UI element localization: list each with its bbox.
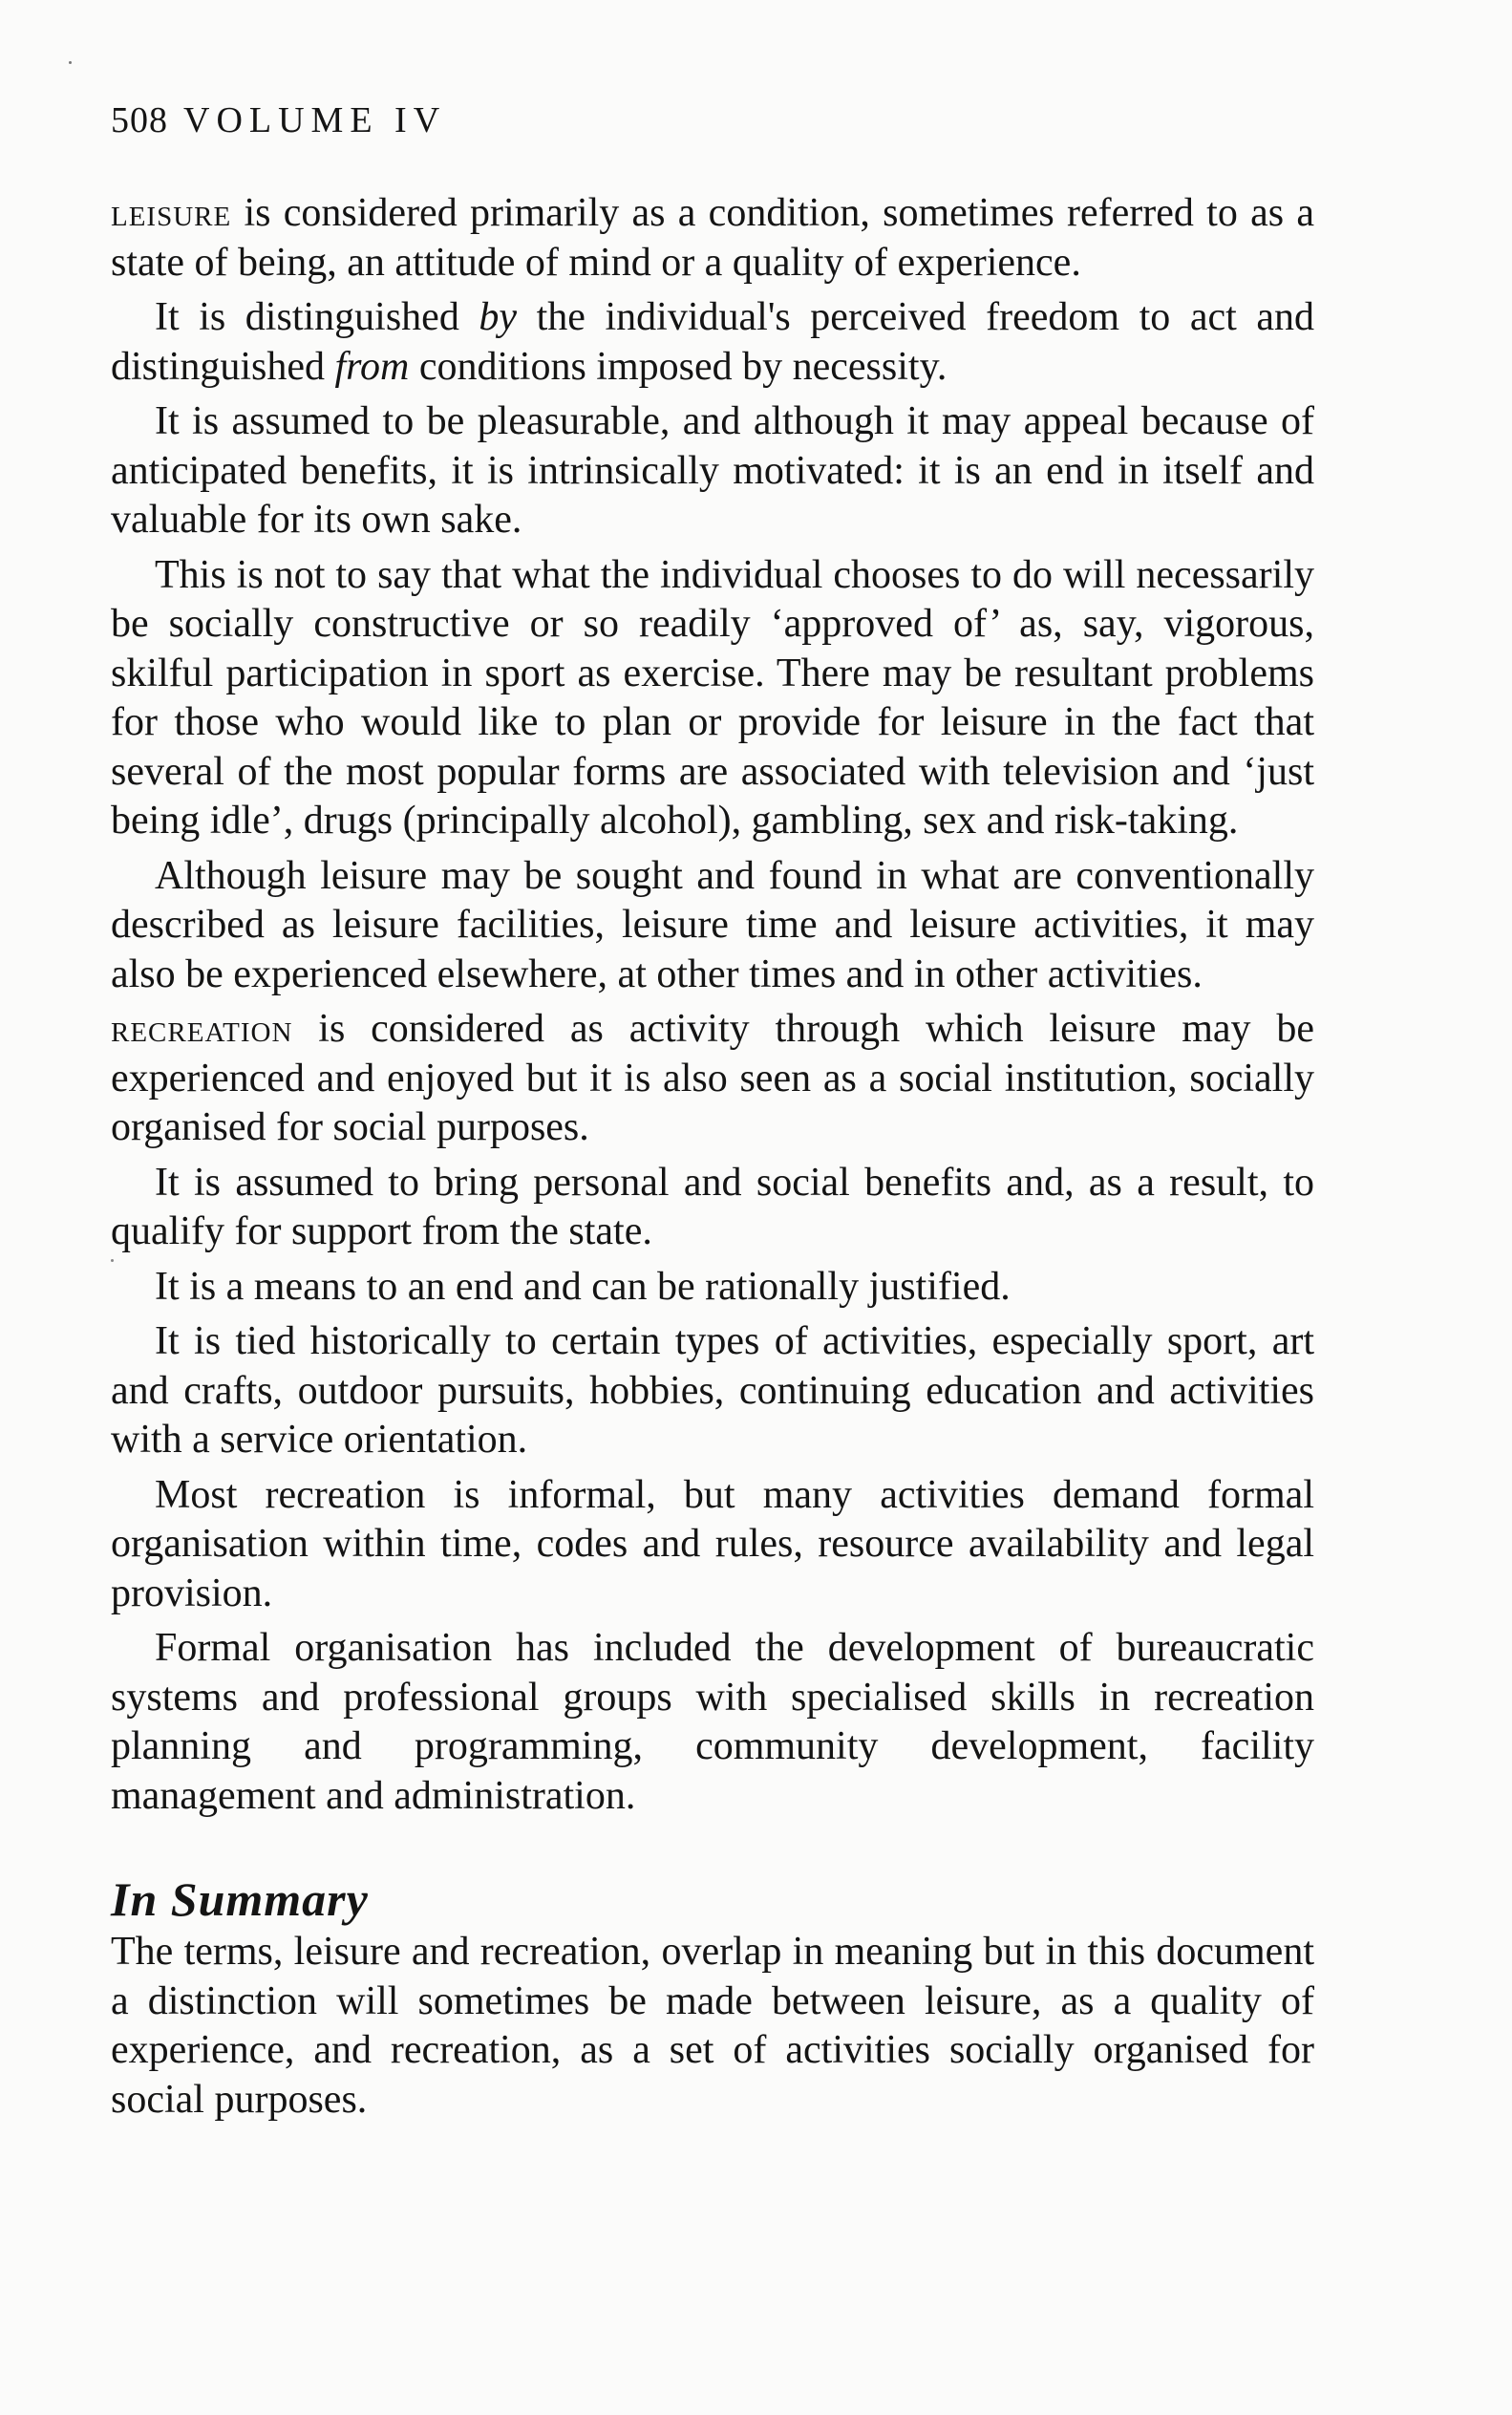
recreation-paragraph: It is tied historically to certain types of activities, especially sport, art and crafts, outdoor pursuits, hobbies, continuing education and activities with a service orientation. xyxy=(111,1319,1314,1462)
scan-speck xyxy=(69,61,72,64)
page-number: 508 xyxy=(111,100,168,140)
leisure-paragraph: It is assumed to be pleasurable, and although it may appeal because of anticipated benefits, it is intrinsically motivated: it is an end in itself and valuable for its own sake. xyxy=(111,399,1314,542)
body-text xyxy=(111,189,1314,2130)
recreation-paragraph: It is a means to an end and can be rationally justified. xyxy=(155,1264,1011,1309)
recreation-definition-text: is considered as activity through which leisure may be experienced and enjoyed but it is also seen as a social institution, socially organised for social purposes. xyxy=(111,1007,1314,1149)
text-run: It is distinguished xyxy=(155,295,479,339)
recreation-paragraph: Most recreation is informal, but many activities demand formal organisation within time, codes and rules, resource availability and legal provision. xyxy=(111,1472,1314,1615)
text-run: the individual's perceived freedom to act and distinguished xyxy=(111,295,1314,389)
running-head xyxy=(111,99,446,141)
section-heading: In Summary xyxy=(111,1872,369,1926)
text-run: conditions imposed by necessity. xyxy=(409,344,948,389)
recreation-term: recreation xyxy=(111,1007,293,1051)
recreation-paragraph: Formal organisation has included the development of bureaucratic systems and professional groups with specialised skills in recreation planning and programming, community development, facility management and administration. xyxy=(111,1626,1314,1818)
summary-paragraph: The terms, leisure and recreation, overlap in meaning but in this document a distinction will sometimes be made between leisure, as a quality of experience, and recreation, as a set of activities socially organised for social purposes. xyxy=(111,1930,1314,2122)
leisure-paragraph: This is not to say that what the individual chooses to do will necessarily be socially constructive or so readily ‘approved of’ as, say, vigorous, skilful participation in sport as exercise. There may be resultant problems for those who would like to plan or provide for leisure in the fact that several of the most popular forms are associated with television and ‘just being idle’, drugs (principally alcohol), gambling, sex and risk-taking. xyxy=(111,552,1314,843)
recreation-paragraph: It is assumed to bring personal and social benefits and, as a result, to qualify for support from the state. xyxy=(111,1160,1314,1253)
emphasis: by xyxy=(479,295,518,339)
volume-label: VOLUME IV xyxy=(183,100,447,140)
leisure-term: leisure xyxy=(111,191,232,235)
emphasis: from xyxy=(334,344,410,389)
leisure-definition xyxy=(111,189,1314,288)
leisure-definition-text: is considered primarily as a condition, sometimes referred to as a state of being, an attitude of mind or a quality of experience. xyxy=(111,191,1314,285)
recreation-definition xyxy=(111,1005,1314,1153)
leisure-paragraph xyxy=(111,293,1314,392)
leisure-paragraph: Although leisure may be sought and found in what are conventionally described as leisure facilities, leisure time and leisure activities, it may also be experienced elsewhere, at other times and in other activities. xyxy=(111,853,1314,996)
